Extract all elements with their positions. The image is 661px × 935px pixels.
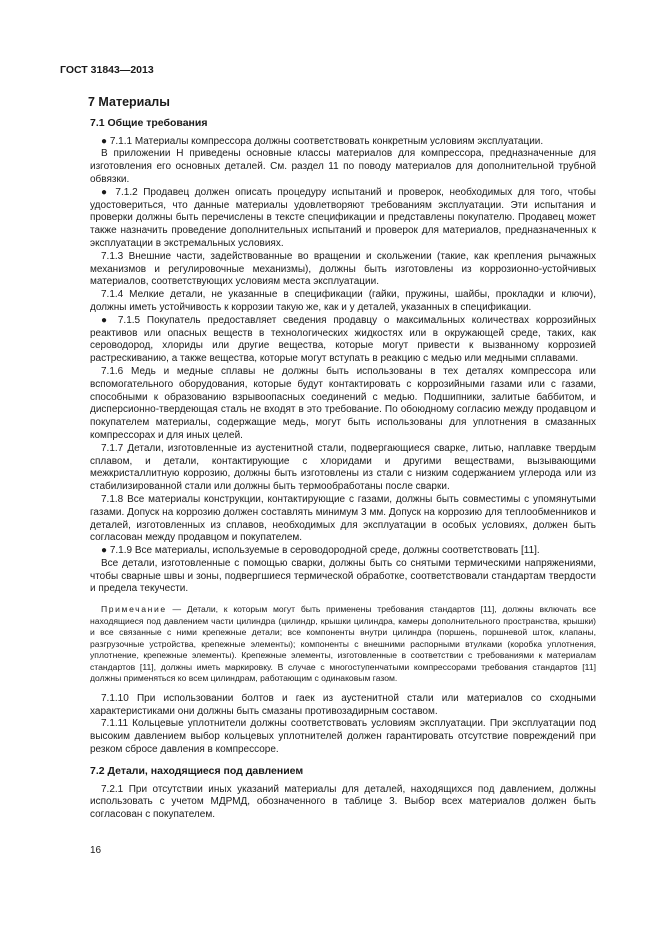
paragraph-7-1-10: 7.1.10 При использовании болтов и гаек из аустенитной стали или материалов со сходными характеристиками они должны быть смазаны противозадирным составом. — [90, 692, 596, 717]
paragraph-7-1-2: ● 7.1.2 Продавец должен описать процедуру испытаний и проверок, необходимых для того, чтобы удостовериться, что данные материалы удовлетворяют требованиям эксплуатации. Эти испытания и проверки должны быть перечислены в тексте спецификации и представлены покупателю. Продавец может также назначить проведение дополнительных испытаний и проверок для материалов, предназначенных к эксплуатации в экстремальных условиях. — [90, 186, 596, 249]
paragraph-7-1-1: ● 7.1.1 Материалы компрессора должны соответствовать конкретным условиям эксплуатации. — [101, 135, 544, 147]
section-title: 7 Материалы — [88, 95, 170, 109]
document-header: ГОСТ 31843—2013 — [60, 64, 154, 76]
document-body — [90, 96, 596, 822]
paragraph-7-1-6: 7.1.6 Медь и медные сплавы не должны быть использованы в тех деталях компрессора или вспомогательного оборудования, которые будут контактировать с коррозийными газами или с газами, способными к образованию взрывоопасных соединений с медью. Подшипники, залитые баббитом, и дисперсионно-твердеющая сталь не входят в это требование. По обоюдному согласию между продавцом и покупателем материалы, содержащие медь, могут быть использованы для уплотнения в смазанных компрессорах и для иных целей. — [90, 365, 596, 441]
paragraph-7-1-4: 7.1.4 Мелкие детали, не указанные в спецификации (гайки, пружины, шайбы, прокладки и ключи), должны иметь устойчивость к коррозии такую же, как и у деталей, указанных в спецификации. — [90, 289, 596, 313]
paragraph-7-2-1: 7.2.1 При отсутствии иных указаний материалы для деталей, находящихся под давлением, должны использовать с учетом МДРМД, обозначенного в таблице 3. Выбор всех материалов должен быть согласован с покупателем. — [90, 783, 596, 821]
note-label: Примечание — [101, 604, 167, 615]
subsection-title-7-1: 7.1 Общие требования — [90, 116, 208, 129]
subsection-title-7-2: 7.2 Детали, находящиеся под давлением — [90, 764, 304, 777]
page-number: 16 — [90, 845, 102, 856]
paragraph-welded-parts: Все детали, изготовленные с помощью сварки, должны быть со снятыми термическими напряжениями, чтобы сварные швы и зоны, подвергшиеся термической обработке, соответствовали стандартам твердости и предела текучести. — [90, 557, 596, 595]
note — [90, 604, 596, 685]
paragraph-7-1-5: ● 7.1.5 Покупатель предоставляет сведения продавцу о максимальных количествах коррозийных реактивов или опасных веществ в технологических жидкостях или в окружающей среде, таких, как сероводород, хлориды или другие вещества, которые могут привести к вызванному коррозией растрескиванию, а также вещества, которые могут вступать в реакцию с медью или медными сплавами. — [90, 314, 596, 365]
paragraph-annex-n: В приложении Н приведены основные классы материалов для компрессора, предназначенные для изготовления его основных деталей. См. раздел 11 по поводу материалов для дополнительной трубной обвязки. — [90, 148, 596, 185]
paragraph-7-1-8: 7.1.8 Все материалы конструкции, контактирующие с газами, должны быть совместимы с упомянутыми газами. Допуск на коррозию должен составлять минимум 3 мм. Допуск на коррозию для теплообменников и деталей, изготовленных из сплавов, необходимых для эксплуатации в особых условиях, должен быть согласован между продавцом и покупателем. — [90, 493, 596, 544]
paragraph-7-1-7: 7.1.7 Детали, изготовленные из аустенитной стали, подвергающиеся сварке, литью, наплавке твердым сплавом, и детали, контактирующие с хлоридами и другими веществами, вызывающими межкристаллитную коррозию, должны быть изготовлены из стали с низким содержанием углерода или из стабилизированной стали или должны быть термообработаны после сварки. — [90, 442, 596, 493]
paragraph-7-1-11: 7.1.11 Кольцевые уплотнители должны соответствовать условиям эксплуатации. При эксплуатации под высоким давлением выбор кольцевых уплотнителей должен гарантировать отсутствие повреждений при резком сбросе давления в компрессоре. — [90, 718, 596, 755]
paragraph-7-1-3: 7.1.3 Внешние части, задействованные во вращении и скольжении (такие, как крепления рычажных механизмов и регулировочные механизмы), должны быть изготовлены из коррозионно-устойчивых материалов, соответствующих условиям места эксплуатации. — [90, 250, 596, 288]
paragraph-7-1-9: ● 7.1.9 Все материалы, используемые в сероводородной среде, должны соответствовать [11]. — [101, 545, 540, 557]
note-text: — Детали, к которым могут быть применены требования стандартов [11], должны включать все находящиеся под давлением части цилиндра (цилиндр, крышки цилиндра, камеры дополнительного пространства, крышки) и все связанные с ними крепежные детали; все компоненты внутри цилиндра (поршень, поршневой шток, клапаны, разгрузочные устройства, крепежные элементы); компоненты с внешними распорными втулками (коробка уплотнения, уплотнение, крепежные элементы). Крепежные элементы, изготовленные в соответствии с требованиями к материалам стандартов [11], должны иметь маркировку. В случае с многоступенчатыми компрессорами требования стандартов [11] должны применяться ко всем цилиндрам, работающим с одинаковым газом. — [90, 604, 596, 684]
